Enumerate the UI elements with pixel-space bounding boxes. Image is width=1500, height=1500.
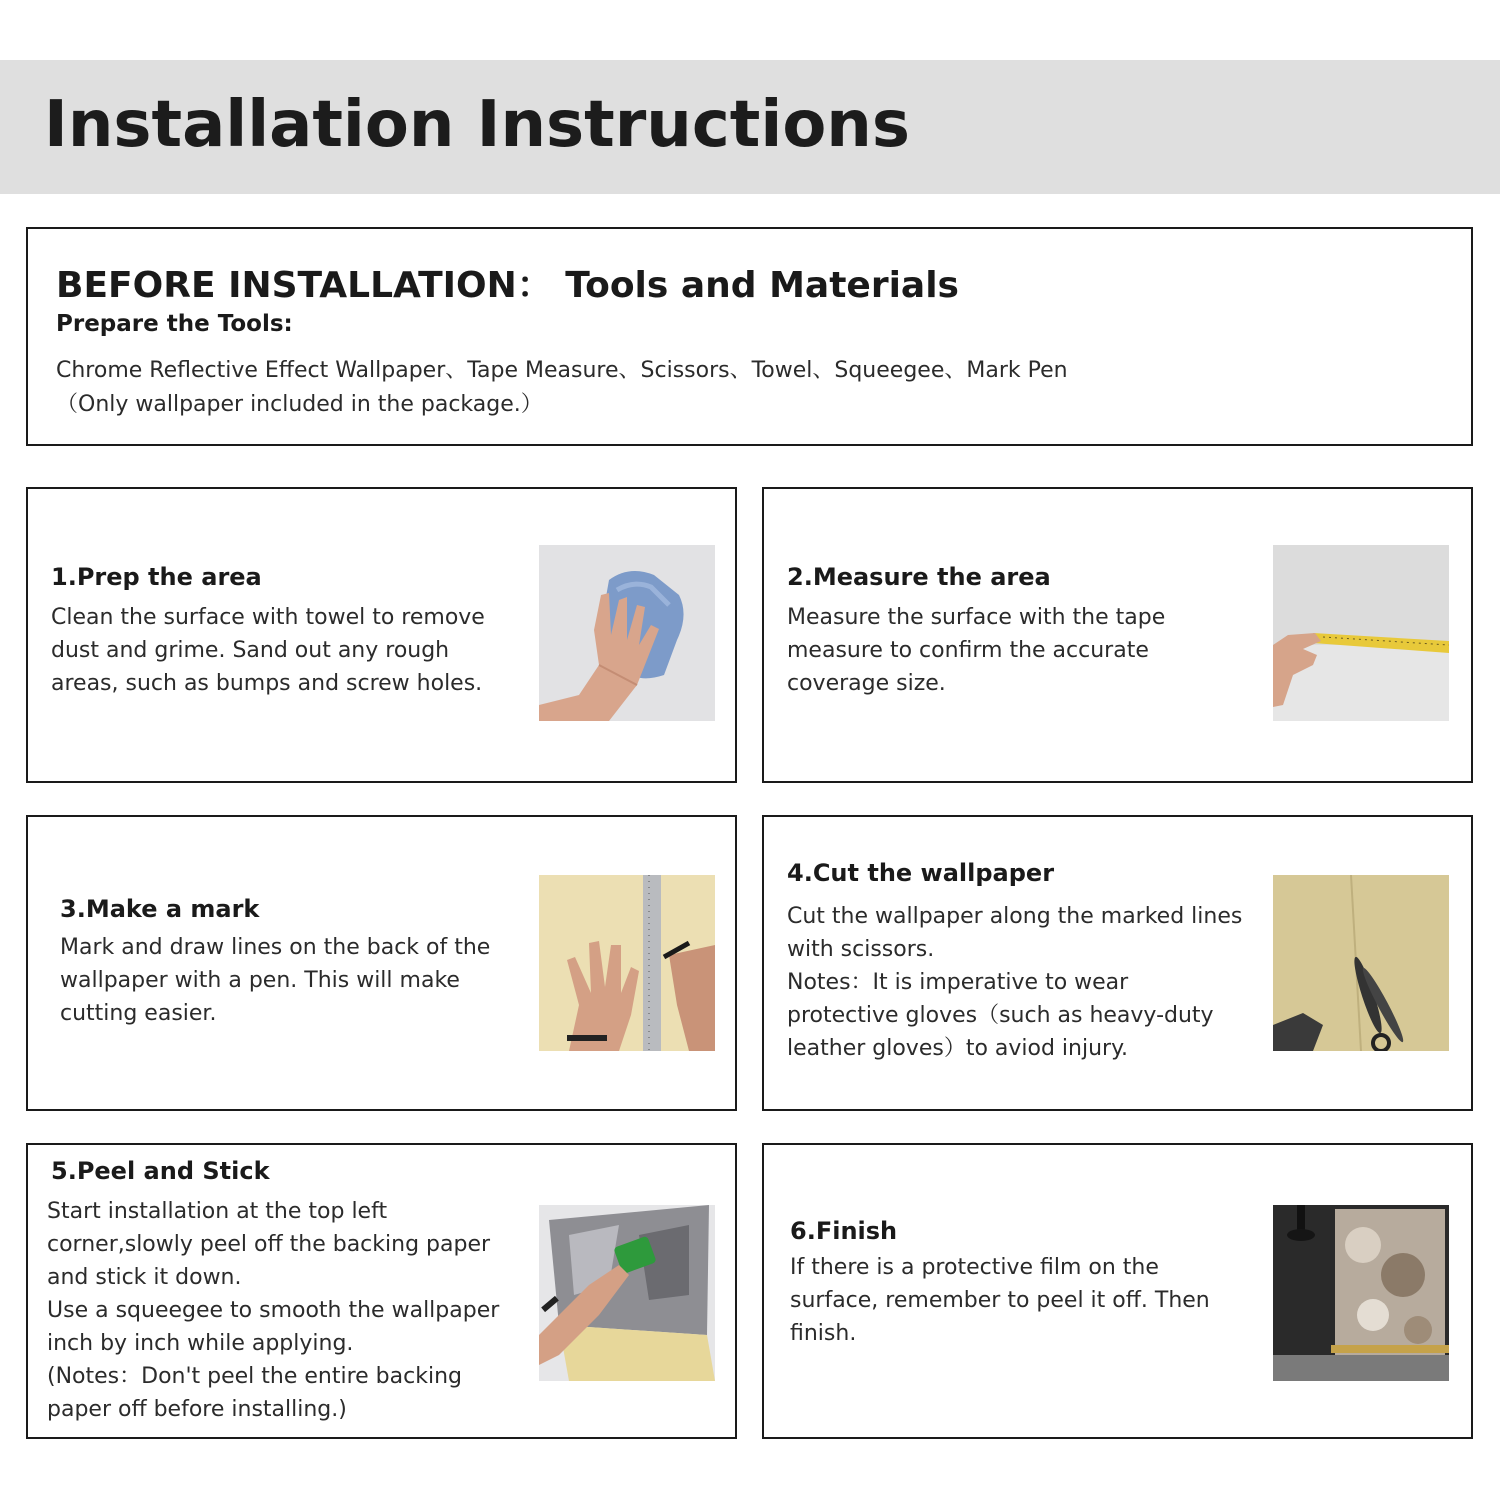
step-1-description: Clean the surface with towel to remove dust and grime. Sand out any rough areas, such as bumps and screw holes. [51,605,485,696]
before-installation-heading: BEFORE INSTALLATION： Tools and Materials [56,265,959,306]
step-5-description: Start installation at the top left corner,slowly peel off the backing paper and stick it down. Use a squeegee to smooth the wallpaper inch by inch while applying. (Notes：Don't peel the entire backing paper off before installing.) [47,1199,500,1422]
step-5-photo [539,1205,715,1381]
before-installation-box [26,227,1473,446]
step-4-title: 4.Cut the wallpaper [787,859,1055,887]
step-1-card [26,487,737,783]
step-3-title: 3.Make a mark [60,895,260,923]
step-5-card [26,1143,737,1439]
step-6-photo [1273,1205,1449,1381]
step-1-title: 1.Prep the area [51,563,262,591]
step-3-photo [539,875,715,1051]
step-2-title: 2.Measure the area [787,563,1051,591]
step-1-photo [539,545,715,721]
step-6-description: If there is a protective film on the surface, remember to peel it off. Then finish. [790,1255,1210,1346]
step-2-description: Measure the surface with the tape measure to confirm the accurate coverage size. [787,605,1166,696]
step-6-title: 6.Finish [790,1217,898,1245]
prepare-tools-label: Prepare the Tools: [56,311,293,337]
step-3-card [26,815,737,1111]
step-5-title: 5.Peel and Stick [51,1157,270,1185]
step-4-card [762,815,1473,1111]
step-2-photo [1273,545,1449,721]
step-4-description: Cut the wallpaper along the marked lines with scissors. Notes：It is imperative to wear protective gloves（such as heavy-duty leather gloves）to aviod injury. [787,904,1243,1061]
step-4-photo [1273,875,1449,1051]
package-note: （Only wallpaper included in the package.） [56,392,543,417]
step-3-description: Mark and draw lines on the back of the wallpaper with a pen. This will make cutting easier. [60,935,491,1026]
tools-list: Chrome Reflective Effect Wallpaper、Tape Measure、Scissors、Towel、Squeegee、Mark Pen [56,358,1068,383]
step-2-card [762,487,1473,783]
step-6-card [762,1143,1473,1439]
page-title: Installation Instructions [44,88,910,162]
